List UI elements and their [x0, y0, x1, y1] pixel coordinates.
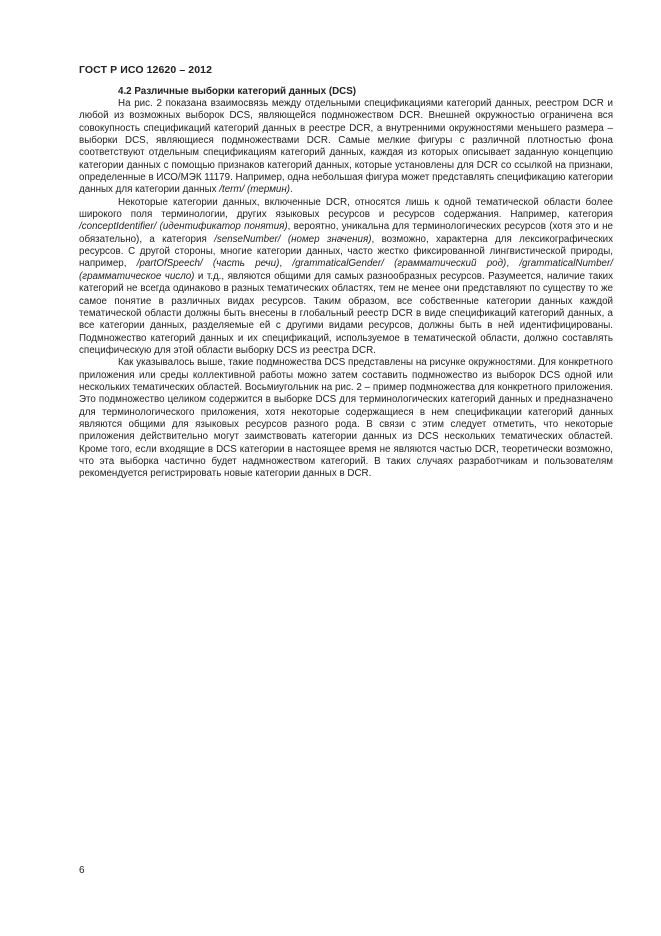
paragraph-text: На рис. 2 показана взаимосвязь между отдельными спецификациями категорий данных, реестром DCR и любой из возможных выборок DCS, являющейся подмножеством DCR. Внешней окружностью ограничена вся совокупность спецификаций категорий данных в реестре DCR, а внутренними окружностями меньшего размера – выборки DCS, являющиеся подмножествами DCR. Самые мелкие фигуры с различной плотностью фона соответствуют отдельным спецификациям категорий данных, каждая из которых описывает заданную концепцию категории данных с помощью признаков категорий данных, которые установлены для DCR со ссылкой на признаки, определенные в ИСО/МЭК 11179. Например, одна небольшая фигура может представлять спецификацию категории данных для категории данных — [79, 98, 613, 196]
page-number: 6 — [79, 865, 85, 876]
italic-term: /conceptIdentifier/ (идентификатор понятия) — [79, 221, 288, 233]
paragraph-text: Некоторые категории данных, включенные DCR, относятся лишь к одной тематической области более широкого поля терминологии, других языковых ресурсов и ресурсов содержания. Например, категория — [79, 196, 613, 221]
paragraph-text: и т.д., являются общими для самых разнообразных ресурсов. Разумеется, наличие таких категорий не всегда одинаково в разных тематических областях, тем не менее они представляют по существу то же самое понятие в различных видах ресурсов. Таким образом, все собственные категории данных каждой тематической области должны быть внесены в глобальный реестр DCR в виде спецификаций категорий данных, а все категории данных, разделяемые ей с другими видами ресурсов, должны быть в ней идентифицированы. Подмножество категорий данных и их спецификаций, используемое в тематической области, должно составлять специфическую для этой области выборку DCS из реестра DCR. — [79, 270, 613, 356]
paragraph-text: . — [290, 184, 293, 196]
paragraph-text: Как указывалось выше, такие подмножества DCS представлены на рисунке окружностями. Для конкретного приложения или среды коллективной работы можно затем составить подмножество из выборок DCS одной или нескольких тематических областей. Восьмиугольник на рис. 2 – пример подмножества для конкретного приложения. Это подмножество целиком содержится в выборке DCS для терминологических категорий данных и предназначено для терминологического приложения, хотя некоторые содержащиеся в нем спецификации категорий данных являются общими для языковых ресурсов разного рода. В связи с этим следует отметить, что некоторые приложения действительно могут заимствовать категории данных из DCS нескольких тематических областей. Кроме того, если входящие в DCS категории в настоящее время не являются частью DCR, теоретически возможно, что эта выборка частично будет надмножеством категорий. В таких случаях разработчикам и пользователям рекомендуется регистрировать новые категории данных в DCR. — [79, 357, 613, 480]
body-paragraph — [79, 357, 613, 480]
italic-term: /grammaticalNumber/ (грамматическое число) — [79, 258, 613, 282]
italic-term: /grammaticalGender/ (грамматический род) — [292, 258, 507, 270]
section-body — [79, 98, 613, 481]
paragraph-text: , вероятно, уникальна для терминологических ресурсов (хотя это и не обязательно), а категория — [79, 221, 614, 245]
section-title: 4.2 Различные выборки категорий данных (DCS) — [118, 86, 357, 97]
body-paragraph — [79, 197, 613, 357]
section-content — [79, 86, 613, 481]
paragraph-text: , — [279, 258, 293, 270]
italic-term: /partOfSpeech/ (часть речи) — [136, 258, 280, 270]
body-paragraph — [79, 98, 613, 197]
italic-term: /term/ (термин) — [219, 184, 291, 196]
italic-term: /senseNumber/ (номер значения) — [214, 233, 372, 245]
paragraph-text: , возможно, характерна для лексикографических ресурсов. С другой стороны, многие категории данных, часто жестко фиксированной лингвистической природы, например, — [79, 233, 613, 270]
paragraph-text: , — [506, 258, 520, 270]
standard-header: ГОСТ Р ИСО 12620 – 2012 — [79, 64, 213, 76]
